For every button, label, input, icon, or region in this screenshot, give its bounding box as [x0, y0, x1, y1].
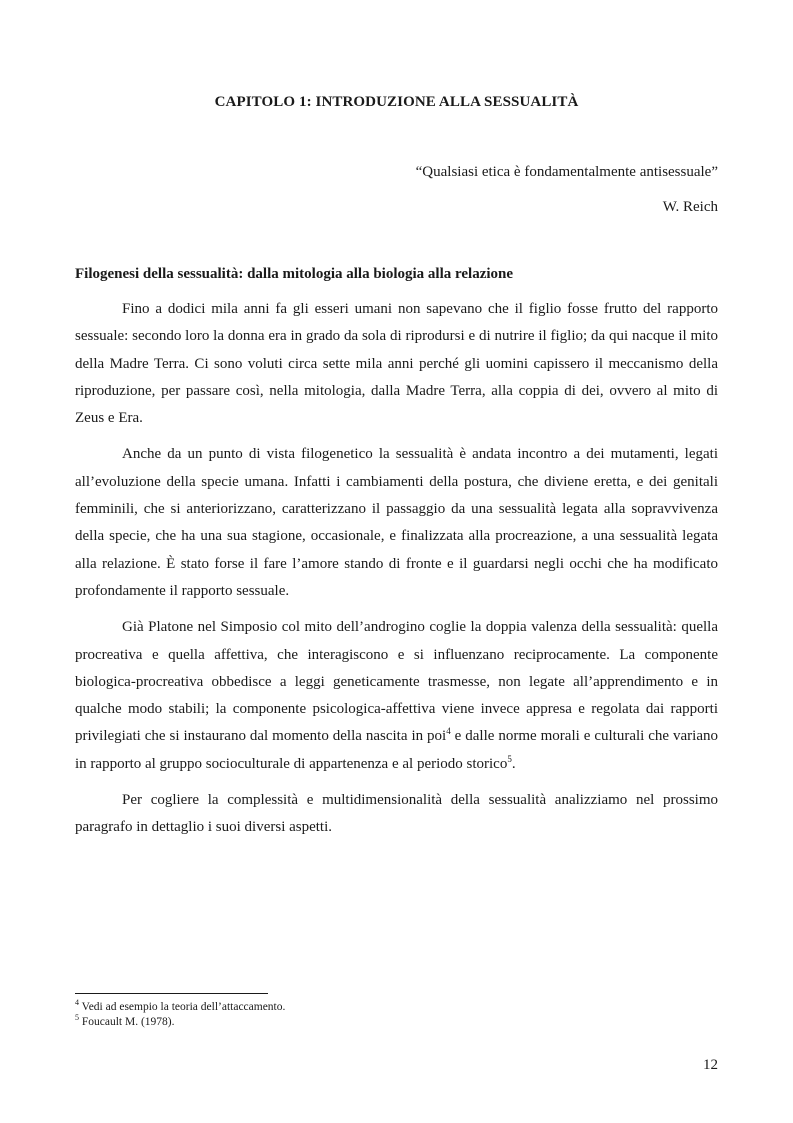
footnote: [75, 1000, 718, 1015]
paragraph-text: Già Platone nel Simposio col mito dell’androgino coglie la doppia valenza della sessualità: quella procreativa e quella affettiva, che interagiscono e si influenzano reciprocamente. La componente biologica-procreativa obbedisce a leggi geneticamente trasmesse, non legate all’apprendimento e in qualche modo stabili; la componente psicologica-affettiva viene invece appresa e regolata dai rapporti privilegiati che si instaurano dal momento della nascita in poi: [75, 619, 718, 745]
epigraph-author: W. Reich: [662, 199, 718, 215]
footnote: [75, 1015, 718, 1030]
paragraph: Per cogliere la complessità e multidimensionalità della sessualità analizziamo nel prossimo paragrafo in dettaglio i suoi diversi aspetti.: [75, 792, 718, 836]
footnote-ref[interactable]: 4: [446, 726, 451, 737]
body-text: [75, 296, 718, 851]
paragraph: Anche da un punto di vista filogenetico la sessualità è andata incontro a dei mutamenti, legati all’evoluzione della specie umana. Infatti i cambiamenti della postura, che diviene eretta, e dei genitali femminili, che si anteriorizzano, caratterizzano il passaggio da una sessualità legata alla sopravvivenza della specie, che ha una sua stagione, occasionale, e finalizzata alla procreazione, a una sessualità legata alla relazione. È stato forse il fare l’amore stando di fronte e il guardarsi negli occhi che ha modificato profondamente il rapporto sessuale.: [75, 446, 718, 599]
footnote-divider: [75, 993, 268, 994]
footnote-text: Vedi ad esempio la teoria dell’attaccamento.: [79, 1001, 286, 1013]
paragraph: [75, 614, 718, 778]
paragraph: Fino a dodici mila anni fa gli esseri umani non sapevano che il figlio fosse frutto del rapporto sessuale: secondo loro la donna era in grado da sola di riprodursi e di nutrire il figlio; da qui nacque il mito della Madre Terra. Ci sono voluti circa sette mila anni perché gli uomini capissero il meccanismo della riproduzione, per passare così, nella mitologia, dalla Madre Terra, alla coppia di dei, ovvero al mito di Zeus e Era.: [75, 301, 718, 427]
footnote-number: 5: [75, 1013, 79, 1022]
footnote-number: 4: [75, 998, 79, 1007]
footnote-ref[interactable]: 5: [507, 753, 512, 764]
chapter-title: CAPITOLO 1: INTRODUZIONE ALLA SESSUALITÀ: [214, 94, 579, 110]
page-number: 12: [703, 1057, 718, 1073]
section-heading: Filogenesi della sessualità: dalla mitologia alla biologia alla relazione: [75, 266, 514, 282]
footnote-text: Foucault M. (1978).: [79, 1016, 175, 1028]
paragraph-text: e dalle norme morali e culturali che variano in rapporto al gruppo socioculturale di appartenenza e al periodo storico: [75, 728, 718, 772]
footnotes: [75, 1000, 718, 1030]
epigraph-quote: “Qualsiasi etica è fondamentalmente antisessuale”: [415, 164, 718, 180]
paragraph-text: .: [511, 755, 516, 772]
